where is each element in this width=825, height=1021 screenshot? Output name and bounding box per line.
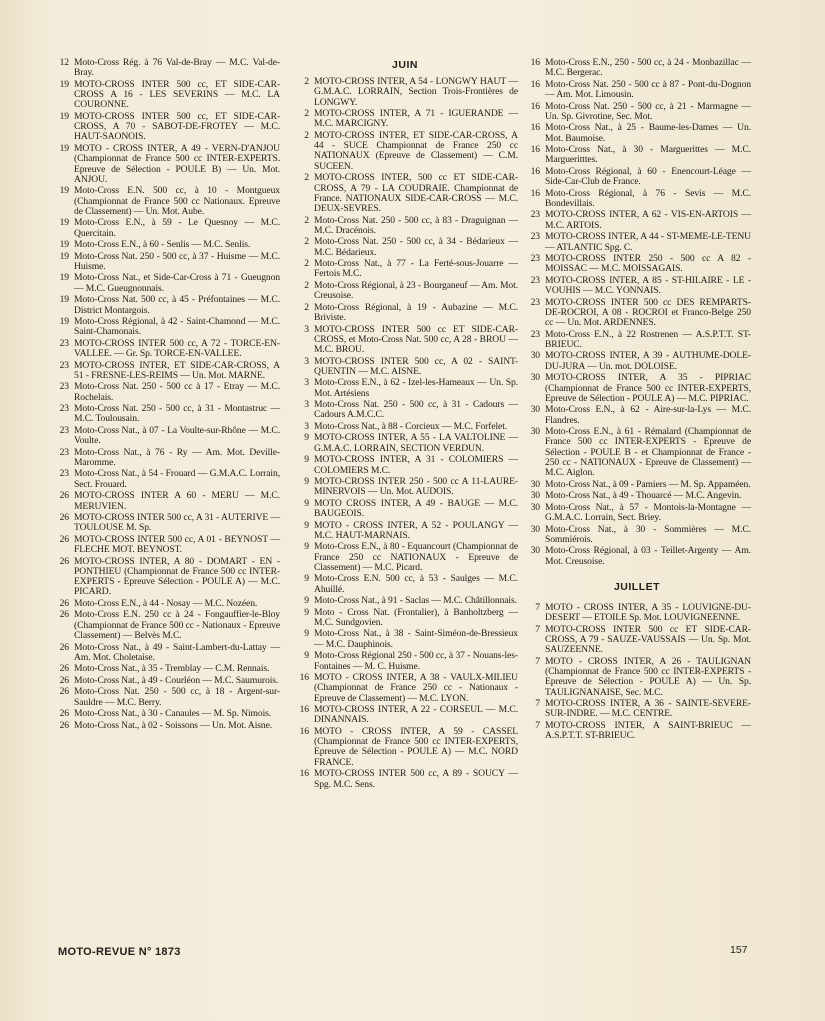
calendar-entry (52, 58, 280, 79)
entry-text: MOTO-CROSS INTER, A 22 - CORSEUL — M.C. DINANNAIS. (314, 704, 518, 726)
entry-text: MOTO-CROSS INTER 500 cc, A 01 - BEYNOST — FLECHE MOT. BEYNOST. (74, 533, 280, 556)
entry-text: MOTO-CROSS INTER 500 cc ET SIDE-CAR-CROSS, et Moto-Cross Nat. 500 cc, A 28 - BROU — M.C. BROU. (314, 323, 518, 356)
calendar-entry (292, 477, 518, 498)
calendar-entry (52, 557, 280, 598)
entry-date: 9 (304, 650, 309, 662)
calendar-entry (292, 433, 518, 454)
entry-text: MOTO-CROSS INTER 500 cc, A 02 - SAINT-QUENTIN — M.C. AISNE. (314, 355, 518, 377)
calendar-entry (292, 608, 518, 629)
entry-text: Moto-Cross Nat., à 77 - La Ferté-sous-Jouarre — Fertois M.C. (314, 258, 518, 280)
entry-text: Moto-Cross Nat., à 57 - Montois-la-Montagne — G.M.A.C. Lorrain, Sect. Briey. (545, 501, 751, 524)
entry-text: Moto-Cross Nat., à 07 - La Voulte-sur-Rhône — M.C. Voulte. (74, 424, 280, 447)
entry-date: 23 (530, 328, 540, 340)
calendar-entry (52, 491, 280, 512)
calendar-entry (52, 687, 280, 708)
entry-text: MOTO-CROSS INTER, A 62 - VIS-EN-ARTOIS — M.C. ARTOIS. (545, 209, 751, 231)
entry-date: 7 (535, 719, 540, 731)
calendar-entry (52, 643, 280, 664)
calendar-entry (52, 112, 280, 143)
entry-text: Moto-Cross Nat., à 30 - Marguerittes — M.C. Margueritttes. (545, 144, 751, 166)
entry-date: 16 (530, 144, 540, 156)
entry-date: 26 (59, 609, 69, 621)
entry-date: 19 (59, 239, 69, 251)
entry-text: Moto-Cross Nat., à 35 - Tremblay — C.M. Rennais. (74, 663, 270, 675)
entry-date: 2 (304, 108, 309, 120)
calendar-entry (292, 673, 518, 704)
entry-text: Moto-Cross Régional, à 42 - Saint-Chamond — M.C. Saint-Chamonais. (74, 316, 280, 338)
entry-date: 23 (530, 296, 540, 308)
entry-text: MOTO-CROSS INTER, A 35 - PIPRIAC (Championnat de France 500 cc INTER-EXPERTS, Epreuve de Sélection - POULE A) — M.C. PIPRIAC. (545, 372, 751, 404)
magazine-issue-footer: MOTO-REVUE N° 1873 (58, 946, 181, 958)
entry-date: 30 (530, 404, 540, 416)
entry-text: Moto-Cross Régional 250 - 500 cc, à 37 - Nouans-les-Fontaines — M. C. Huisme. (314, 650, 518, 672)
entry-text: Moto-Cross Nat., à 30 - Sommières — M.C. Sommiérois. (545, 523, 751, 545)
calendar-entry (52, 513, 280, 534)
entry-text: MOTO-CROSS INTER, A 54 - LONGWY HAUT — G.M.A.C. LORRAIN, Section Trois-Frontières de LONGWY. (314, 76, 518, 108)
entry-text: Moto-Cross Nat. 250 - 500 cc, à 31 - Montastruc — M.C. Toulousain. (74, 403, 280, 425)
entry-date: 23 (59, 468, 69, 480)
entry-date: 30 (530, 478, 540, 490)
calendar-entry (292, 727, 518, 768)
calendar-entry (52, 382, 280, 403)
calendar-entry (292, 77, 518, 108)
entry-date: 9 (304, 573, 309, 585)
entry-text: MOTO-CROSS INTER, 500 cc ET SIDE-CAR-CROSS, A 79 - LA COUDRAIE. Championnat de France. NATIONAUX SIDE-CAR-CROSS — M.C. DEUX-SEVRES. (314, 172, 518, 215)
calendar-entry (52, 426, 280, 447)
entry-date: 23 (59, 403, 69, 415)
entry-date: 26 (59, 674, 69, 686)
calendar-entry (52, 339, 280, 360)
calendar-entry (523, 427, 751, 478)
entry-date: 2 (304, 301, 309, 313)
calendar-entry (52, 295, 280, 316)
calendar-entry (52, 721, 280, 731)
calendar-entry (523, 123, 751, 144)
entry-date: 3 (304, 377, 309, 389)
calendar-entry (523, 373, 751, 404)
entry-text: Moto-Cross Régional, à 03 - Teillet-Argenty — Am. Mot. Creusoise. (545, 545, 751, 567)
calendar-entry (52, 404, 280, 425)
calendar-entry (523, 80, 751, 101)
entry-text: MOTO-CROSS INTER, A 71 - IGUERANDE — M.C. MARCIGNY. (314, 108, 518, 130)
month-heading-juin: JUIN (392, 59, 418, 71)
calendar-entry (52, 469, 280, 490)
entry-date: 19 (59, 185, 69, 197)
calendar-entry (292, 357, 518, 378)
entry-date: 16 (530, 165, 540, 177)
entry-text: MOTO-CROSS INTER 500 cc DES REMPARTS-DE-ROCROI, A 08 - ROCROI et Franco-Belge 250 cc — Un. Mot. ARDENNES. (545, 296, 751, 329)
entry-date: 16 (299, 672, 309, 684)
entry-date: 30 (530, 490, 540, 502)
calendar-entry (292, 521, 518, 542)
entry-text: Moto-Cross Rég. à 76 Val-de-Bray — M.C. Val-de-Bray. (74, 57, 280, 79)
calendar-entry (292, 455, 518, 476)
entry-date: 2 (304, 76, 309, 87)
entry-date: 2 (304, 214, 309, 226)
column-middle (292, 58, 518, 791)
calendar-entry (523, 625, 751, 656)
entry-date: 7 (535, 698, 540, 710)
entry-text: MOTO-CROSS INTER, A 55 - LA VALTOLINE — G.M.A.C. LORRAIN, SECTION VERDUN. (314, 432, 518, 454)
calendar-entry (523, 721, 751, 742)
column-left (52, 58, 280, 732)
entry-date: 9 (304, 454, 309, 466)
calendar-entry (292, 705, 518, 726)
entry-text: MOTO - CROSS INTER, A 38 - VAULX-MILIEU (Championnat de France 250 cc - Nationaux - Epreuve de Classement) — M.C. LYON. (314, 672, 518, 704)
entry-date: 16 (299, 725, 309, 737)
entry-date: 16 (299, 704, 309, 716)
entry-date: 23 (59, 424, 69, 436)
entry-date: 7 (535, 655, 540, 667)
calendar-entry (292, 769, 518, 790)
entry-date: 2 (304, 129, 309, 141)
calendar-entry (523, 167, 751, 188)
entry-text: MOTO-CROSS INTER, A 85 - ST-HILAIRE - LE - VOUHIS — M.C. YONNAIS. (545, 274, 751, 297)
entry-text: Moto-Cross Régional, à 23 - Bourganeuf — Am. Mot. Creusoise. (314, 279, 518, 302)
calendar-entry (523, 657, 751, 698)
entry-text: Moto-Cross Nat. 250 - 500 cc, à 21 - Marmagne — Un. Sp. Givrotine, Sec. Mot. (545, 100, 751, 122)
entry-date: 30 (530, 545, 540, 557)
entry-text: Moto-Cross E.N., à 62 - Aire-sur-la-Lys — M.C. Flandres. (545, 404, 751, 426)
entry-date: 26 (59, 663, 69, 675)
entry-text: Moto-Cross Nat. 250 - 500 cc, à 83 - Draguignan — M.C. Dracénois. (314, 214, 518, 236)
entry-date: 30 (530, 350, 540, 362)
entry-date: 9 (304, 497, 309, 509)
entry-text: Moto-Cross E.N., à 62 - Izel-les-Hameaux — Un. Sp. Mot. Artésiens (314, 377, 518, 399)
calendar-entry (52, 240, 280, 250)
entry-text: Moto - Cross Nat. (Frontalier), à Banholtzberg — M.C. Sundgovien. (314, 606, 518, 628)
calendar-entry (292, 574, 518, 595)
entry-date: 26 (59, 708, 69, 720)
calendar-entry (52, 709, 280, 719)
calendar-entry (523, 525, 751, 546)
calendar-entry (292, 400, 518, 421)
entry-text: MOTO-CROSS INTER 500 cc, A 31 - AUTERIVE — TOULOUSE M. Sp. (74, 512, 280, 534)
calendar-entry (523, 503, 751, 524)
entry-date: 26 (59, 686, 69, 698)
entry-text: MOTO-CROSS INTER 250 - 500 cc A 11-LAURE-MINERVOIS — Un. Mot. AUDOIS. (314, 475, 518, 498)
calendar-entry (523, 546, 751, 567)
entry-text: Moto-Cross Nat., à 91 - Saclas — M.C. Châtillonnais. (314, 595, 517, 607)
calendar-entry (292, 499, 518, 520)
entry-text: Moto-Cross Nat., à 38 - Saint-Siméon-de-Bressieux — M.C. Dauphinois. (314, 628, 518, 650)
entry-date: 26 (59, 719, 69, 731)
entry-text: Moto-Cross E.N., à 60 - Senlis — M.C. Senlis. (74, 239, 251, 251)
calendar-entry (292, 325, 518, 356)
entry-date: 2 (304, 172, 309, 184)
entry-date: 30 (530, 426, 540, 438)
calendar-entry (292, 422, 518, 432)
entry-text: Moto-Cross E.N. 500 cc, à 53 - Saulges — M.C. Ahuillé. (314, 573, 518, 595)
entry-text: Moto-Cross Nat. 250 - 500 cc à 87 - Pont-du-Dognon — Am. Mot. Limousin. (545, 78, 751, 101)
entry-text: Moto-Cross Nat. 250 - 500 cc, à 31 - Cadours — Cadours A.M.C.C. (314, 399, 518, 421)
calendar-entry (52, 610, 280, 641)
entry-text: MOTO CROSS INTER, A 49 - BAUGE — M.C. BAUGEOIS. (314, 497, 518, 520)
entry-date: 23 (59, 446, 69, 458)
entry-date: 23 (530, 253, 540, 265)
entry-text: MOTO-CROSS INTER 500 cc, A 72 - TORCE-EN-VALLEE. — Gr. Sp. TORCE-EN-VALLEE. (74, 337, 280, 360)
calendar-entry (292, 216, 518, 237)
entry-date: 26 (59, 490, 69, 502)
entry-date: 19 (59, 316, 69, 327)
entry-text: Moto-Cross Nat. 250 - 500 cc, à 18 - Argent-sur-Sauldre — M.C. Berry. (74, 686, 280, 708)
calendar-entry (52, 252, 280, 273)
entry-date: 19 (59, 110, 69, 122)
entry-text: MOTO-CROSS INTER, A 39 - AUTHUME-DOLE-DU-JURA — Un. mot. DOLOISE. (545, 350, 751, 372)
entry-text: MOTO - CROSS INTER, A 49 - VERN-D'ANJOU (Championnat de France 500 cc INTER-EXPERTS. Epreuve de Sélection - POULE B) — Un. Mot. ANJOU. (74, 142, 280, 185)
entry-date: 16 (299, 768, 309, 780)
entry-date: 16 (530, 187, 540, 199)
entry-text: Moto-Cross Nat. 500 cc, à 45 - Préfontaines — M.C. District Montargois. (74, 294, 280, 316)
entry-date: 23 (530, 231, 540, 243)
entry-text: MOTO-CROSS INTER, A 36 - SAINTE-SEVERE-SUR-INDRE. — M.C. CENTRE. (545, 698, 751, 720)
entry-date: 16 (530, 57, 540, 68)
calendar-entry (52, 676, 280, 686)
calendar-entry (523, 491, 751, 501)
entry-text: Moto-Cross Régional, à 76 - Sevis — M.C. Bondevillais. (545, 187, 751, 209)
entry-date: 26 (59, 533, 69, 545)
calendar-entry (292, 596, 518, 606)
entry-date: 9 (304, 519, 309, 531)
entry-text: Moto-Cross Nat. 250 - 500 cc, à 34 - Bédarieux — M.C. Bédarieux. (314, 236, 518, 258)
calendar-entry (52, 599, 280, 609)
calendar-entry (292, 542, 518, 573)
entry-date: 3 (304, 323, 309, 335)
entry-date: 9 (304, 432, 309, 444)
calendar-entry (523, 276, 751, 297)
entry-date: 19 (59, 294, 69, 306)
calendar-entry (52, 218, 280, 239)
entry-date: 7 (535, 623, 540, 635)
calendar-entry (523, 480, 751, 490)
entry-date: 30 (530, 523, 540, 535)
calendar-entry (523, 298, 751, 329)
calendar-entry (292, 303, 518, 324)
calendar-entry (292, 651, 518, 672)
entry-date: 2 (304, 236, 309, 248)
calendar-entry (52, 273, 280, 294)
entry-text: Moto-Cross Nat., à 02 - Soissons — Un. Mot. Aisne. (74, 719, 273, 731)
calendar-entry (52, 144, 280, 185)
entry-date: 23 (530, 209, 540, 221)
entry-text: Moto-Cross Nat. 250 - 500 cc à 17 - Etray — M.C. Rochelais. (74, 381, 280, 403)
entry-date: 26 (59, 597, 69, 609)
calendar-entry (292, 131, 518, 172)
calendar-entry (523, 351, 751, 372)
entry-text: Moto-Cross Nat., à 25 - Baume-les-Dames — Un. Mot. Baumoise. (545, 122, 751, 144)
entry-text: Moto-Cross Nat., et Side-Car-Cross à 71 - Gueugnon — M.C. Gueugnonnais. (74, 272, 280, 294)
entry-date: 9 (304, 541, 309, 553)
entry-date: 2 (304, 258, 309, 270)
page-number: 157 (730, 944, 748, 956)
entry-date: 23 (59, 337, 69, 349)
entry-date: 3 (304, 355, 309, 367)
entry-text: MOTO-CROSS INTER, A 80 - DOMART - EN - PONTHIEU (Championnat de France 500 cc INTER-EXPERTS - Epreuve Sélection - POULE A) — M.C. PICARD. (74, 555, 280, 598)
entry-date: 9 (304, 606, 309, 618)
calendar-entry (292, 281, 518, 302)
entry-text: MOTO - CROSS INTER, A 59 - CASSEL (Championnat de France 500 cc INTER-EXPERTS, Epreuve de Sélection - POULE A) — M.C. NORD FRANCE. (314, 725, 518, 768)
entry-text: MOTO-CROSS INTER 250 - 500 cc A 82 - MOISSAC — M.C. MOISSAGAIS. (545, 253, 751, 275)
entry-date: 2 (304, 279, 309, 291)
entry-date: 26 (59, 512, 69, 524)
calendar-entry (292, 629, 518, 650)
entry-date: 30 (530, 372, 540, 384)
entry-date: 23 (59, 359, 69, 371)
entry-date: 16 (530, 122, 540, 134)
entry-date: 30 (530, 501, 540, 513)
entry-text: Moto-Cross E.N., à 44 - Nosay — M.C. Nozéen. (74, 597, 258, 609)
entry-date: 19 (59, 217, 69, 229)
entry-text: MOTO-CROSS INTER 500 cc, ET SIDE-CAR-CROSS, A 70 - SABOT-DE-FROTEY — M.C. HAUT-SAONOIS. (74, 110, 280, 143)
entry-text: MOTO-CROSS INTER 500 cc, ET SIDE-CAR-CROSS A 16 - LES SEVERINS — M.C. LA COURONNE. (74, 78, 280, 111)
column-right (523, 58, 751, 743)
calendar-entry (523, 254, 751, 275)
entry-date: 23 (59, 381, 69, 393)
entry-date: 9 (304, 475, 309, 487)
calendar-entry (523, 405, 751, 426)
entry-date: 26 (59, 641, 69, 653)
entry-date: 23 (530, 274, 540, 286)
entry-date: 26 (59, 555, 69, 567)
entry-text: Moto-Cross Nat., à 88 - Corcieux — M.C. Forfelet. (314, 420, 508, 432)
calendar-entry (52, 448, 280, 469)
entry-text: MOTO - CROSS INTER, A 26 - TAULIGNAN (Championnat de France 500 cc INTER-EXPERTS - Epreuve de Sélection - POULE A) — Un. Sp. TAULIGNANAISE, Sec. M.C. (545, 655, 751, 698)
entry-text: MOTO - CROSS INTER, A 35 - LOUVIGNE-DU-DESERT — ETOILE Sp. Mot. LOUVIGNEENNE. (545, 601, 751, 624)
entry-text: MOTO-CROSS INTER, A 44 - ST-MEME-LE-TENU — ATLANTIC Spg. C. (545, 231, 751, 253)
calendar-entry (52, 80, 280, 111)
calendar-entry (52, 535, 280, 556)
entry-text: Moto-Cross E.N. 500 cc, à 10 - Montgueux (Championnat de France 500 cc Nationaux. Epreuve de Classement) — Un. Mot. Aube. (74, 185, 280, 217)
calendar-entry (523, 603, 751, 624)
entry-text: Moto-Cross Régional, à 19 - Aubazine — M.C. Briviste. (314, 301, 518, 324)
calendar-entry (523, 699, 751, 720)
entry-date: 16 (530, 100, 540, 112)
calendar-entry (523, 58, 751, 79)
entry-text: Moto-Cross E.N., 250 - 500 cc, à 24 - Monbazillac — M.C. Bergerac. (545, 57, 751, 79)
calendar-entry (523, 210, 751, 231)
entry-date: 3 (304, 420, 309, 432)
entry-text: Moto-Cross Nat., à 49 - Courléon — M.C. Saumurois. (74, 674, 279, 686)
entry-text: Moto-Cross Régional, à 60 - Enencourt-Léage — Side-Car-Club de France. (545, 165, 751, 188)
entry-text: Moto-Cross Nat., à 49 - Thouarcé — M.C. Angevin. (545, 490, 742, 502)
entry-text: MOTO-CROSS INTER A 60 - MERU — M.C. MERUVIEN. (74, 490, 280, 512)
entry-date: 7 (535, 601, 540, 613)
entry-date: 9 (304, 628, 309, 640)
calendar-entry (523, 232, 751, 253)
entry-date: 19 (59, 272, 69, 284)
calendar-entry (52, 186, 280, 217)
entry-text: Moto-Cross Nat., à 76 - Ry — Am. Mot. Deville-Maromme. (74, 446, 280, 468)
entry-text: MOTO-CROSS INTER 500 cc, A 89 - SOUCY — Spg. M.C. Sens. (314, 768, 518, 790)
month-heading-juillet: JUILLET (613, 580, 661, 593)
entry-date: 9 (304, 595, 309, 607)
calendar-entry (523, 189, 751, 210)
entry-text: Moto-Cross E.N., à 80 - Equancourt (Championnat de France 250 cc NATIONAUX - Epreuve de Classement) — M.C. Picard. (314, 541, 518, 573)
calendar-entry (52, 664, 280, 674)
entry-date: 19 (59, 78, 69, 90)
entry-text: Moto-Cross Nat. 250 - 500 cc, à 37 - Huisme — M.C. Huisme. (74, 250, 280, 272)
entry-date: 19 (59, 250, 69, 262)
calendar-entry (292, 259, 518, 280)
entry-date: 16 (530, 78, 540, 90)
calendar-entry (52, 317, 280, 338)
entry-text: MOTO-CROSS INTER, A SAINT-BRIEUC — A.S.P.T.T. ST-BRIEUC. (545, 719, 751, 742)
entry-text: Moto-Cross Nat., à 09 - Pamiers — M. Sp. Appaméen. (545, 478, 751, 490)
entry-text: Moto-Cross Nat., à 30 - Canaules — M. Sp. Nimois. (74, 708, 272, 720)
calendar-entry (292, 378, 518, 399)
entry-text: Moto-Cross Nat., à 54 - Frouard — G.M.A.C. Lorrain, Sect. Frouard. (74, 468, 280, 490)
calendar-entry (292, 109, 518, 130)
calendar-entry (523, 330, 751, 351)
calendar-entry (523, 145, 751, 166)
entry-text: MOTO - CROSS INTER, A 52 - POULANGY — M.C. HAUT-MARNAIS. (314, 519, 518, 541)
entry-text: MOTO-CROSS INTER 500 cc ET SIDE-CAR-CROSS, A 79 - SAUZE-VAUSSAIS — Un. Sp. Mot. SAUZEENNE. (545, 623, 751, 656)
entry-text: Moto-Cross E.N., à 22 Rostrenen — A.S.P.T.T. ST-BRIEUC. (545, 328, 751, 350)
entry-date: 12 (59, 57, 69, 68)
calendar-entry (292, 237, 518, 258)
entry-date: 19 (59, 142, 69, 154)
entry-text: Moto-Cross E.N., à 59 - Le Quesnoy — M.C. Quercitain. (74, 217, 280, 239)
calendar-entry (292, 173, 518, 214)
entry-text: Moto-Cross Nat., à 49 - Saint-Lambert-du-Lattay — Am. Mot. Choletaise. (74, 641, 280, 663)
calendar-entry (52, 361, 280, 382)
entry-text: MOTO-CROSS INTER, A 31 - COLOMIERS — COLOMIERS M.C. (314, 454, 518, 476)
calendar-entry (523, 102, 751, 123)
entry-text: Moto-Cross E.N. 250 cc à 24 - Fongauffier-le-Bloy (Championnat de France 500 cc - Nationaux - Epreuve Classement) — Belvès M.C. (74, 609, 280, 642)
entry-text: Moto-Cross E.N., à 61 - Rémalard (Championnat de France 500 cc INTER-EXPERTS - Epreuve de Sélection - POULE B - et Championnat de France - 250 cc - NATIONAUX - Epreuve de Classement) — M.C. Aiglon. (545, 426, 751, 479)
entry-date: 3 (304, 399, 309, 411)
entry-text: MOTO-CROSS INTER, ET SIDE-CAR-CROSS, A 44 - SUCE Championnat de France 250 cc NATIONAUX (Epreuve de Classement) — C.M. SUCEEN. (314, 129, 518, 172)
entry-text: MOTO-CROSS INTER, ET SIDE-CAR-CROSS, A 51 - FRESNE-LES-REIMS — Un. Mot. MARNE. (74, 359, 280, 381)
